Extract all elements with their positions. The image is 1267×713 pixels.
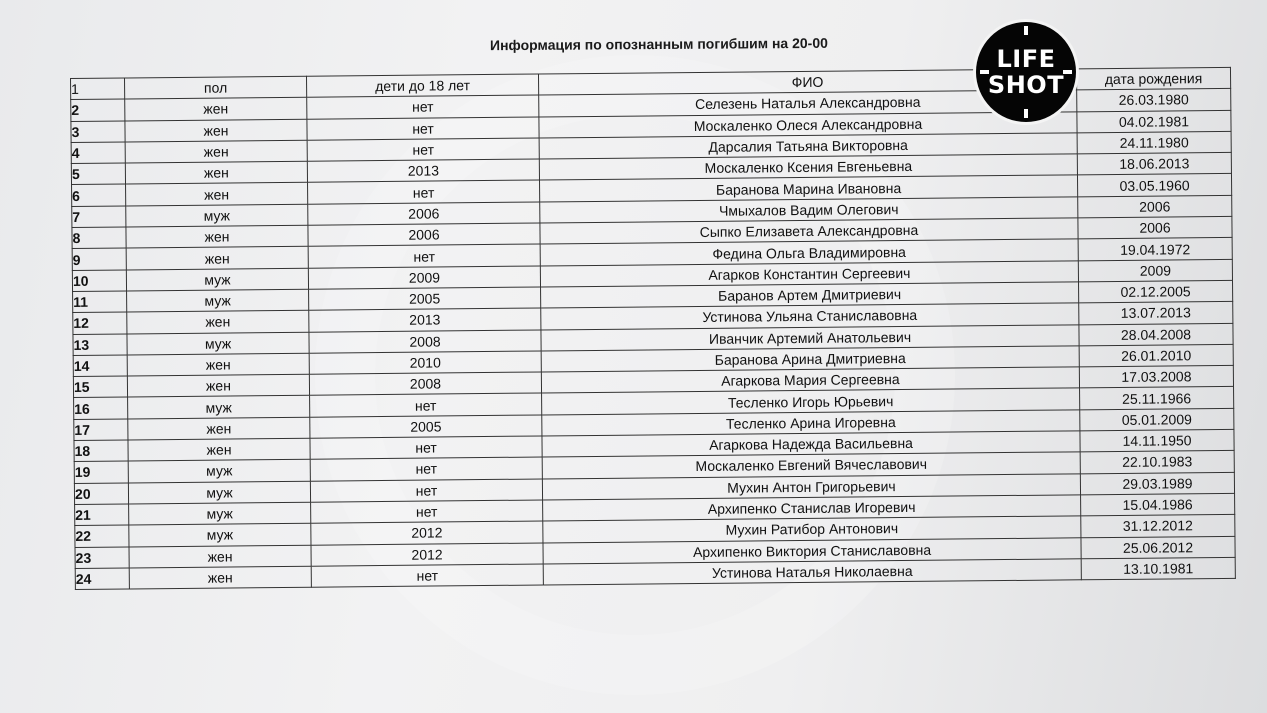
cell-fio: Устинова Ульяна Станиславовна: [541, 303, 1079, 329]
cell-fio: Агаркова Мария Сергеевна: [541, 367, 1079, 393]
cell-number: 13: [73, 334, 127, 356]
cell-birthdate: 2009: [1078, 259, 1232, 282]
header-children: дети до 18 лет: [306, 74, 538, 98]
cell-number: 23: [75, 546, 129, 568]
cell-birthdate: 05.01.2009: [1080, 408, 1234, 431]
cell-fio: Москаленко Евгений Вячеславович: [542, 452, 1080, 478]
document-title: Информация по опознанным погибшим на 20-00: [489, 34, 828, 54]
cell-children: нет: [308, 180, 540, 204]
cell-fio: Баранов Артем Дмитриевич: [541, 282, 1079, 308]
cell-fio: Баранова Арина Дмитриевна: [541, 346, 1079, 372]
cell-children: 2006: [308, 202, 540, 226]
cell-fio: Архипенко Станислав Игоревич: [543, 495, 1081, 521]
cell-fio: Архипенко Виктория Станиславовна: [543, 537, 1081, 563]
cell-number: 24: [75, 568, 129, 590]
cell-birthdate: 18.06.2013: [1077, 153, 1231, 176]
cell-fio: Чмыхалов Вадим Олегович: [540, 197, 1078, 223]
cell-number: 12: [73, 312, 127, 334]
cell-number: 10: [72, 270, 126, 292]
cell-birthdate: 14.11.1950: [1080, 429, 1234, 452]
cell-fio: Дарсалия Татьяна Викторовна: [539, 133, 1077, 159]
cell-birthdate: 19.04.1972: [1078, 238, 1232, 261]
victims-table: [70, 67, 1236, 590]
cell-number: 17: [74, 419, 128, 441]
cell-sex: муж: [127, 289, 309, 312]
header-birthdate: дата рождения: [1076, 67, 1230, 90]
cell-birthdate: 22.10.1983: [1080, 451, 1234, 474]
lifeshot-logo: [976, 22, 1076, 122]
cell-number: 2: [71, 99, 125, 121]
header-sex: пол: [125, 76, 307, 99]
cell-fio: Москаленко Олеся Александровна: [539, 111, 1077, 137]
cell-number: 5: [71, 163, 125, 185]
cell-number: 15: [73, 376, 127, 398]
cell-children: нет: [307, 95, 539, 119]
cell-fio: Сыпко Елизавета Александровна: [540, 218, 1078, 244]
cell-birthdate: 31.12.2012: [1081, 515, 1235, 538]
cell-sex: жен: [125, 161, 307, 184]
cell-sex: муж: [129, 523, 311, 546]
cell-fio: Федина Ольга Владимировна: [540, 239, 1078, 265]
cell-fio: Мухин Ратибор Антонович: [543, 516, 1081, 542]
cell-children: 2005: [309, 287, 541, 311]
cell-number: 20: [74, 483, 128, 505]
cell-sex: жен: [127, 310, 309, 333]
cell-sex: муж: [128, 460, 310, 483]
header-number: 1: [71, 78, 125, 100]
cell-number: 9: [72, 248, 126, 270]
cell-number: 22: [75, 525, 129, 547]
cell-number: 16: [74, 397, 128, 419]
cell-children: нет: [307, 117, 539, 141]
cell-sex: жен: [125, 140, 307, 163]
cell-sex: муж: [128, 396, 310, 419]
crosshair-tick-bottom: [1024, 109, 1028, 118]
cell-birthdate: 26.01.2010: [1079, 344, 1233, 367]
cell-fio: Москаленко Ксения Евгеньевна: [539, 154, 1077, 180]
cell-children: нет: [308, 244, 540, 268]
cell-children: 2010: [309, 351, 541, 375]
cell-birthdate: 02.12.2005: [1079, 280, 1233, 303]
cell-number: 21: [75, 504, 129, 526]
cell-fio: Тесленко Игорь Юрьевич: [542, 388, 1080, 414]
cell-sex: жен: [126, 247, 308, 270]
cell-sex: жен: [125, 119, 307, 142]
logo-line-1: LIFE: [996, 45, 1056, 73]
cell-birthdate: 26.03.1980: [1077, 89, 1231, 112]
cell-birthdate: 28.04.2008: [1079, 323, 1233, 346]
cell-sex: муж: [126, 268, 308, 291]
cell-birthdate: 2006: [1078, 195, 1232, 218]
cell-fio: Мухин Антон Григорьевич: [542, 473, 1080, 499]
cell-fio: Иванчик Артемий Анатольевич: [541, 324, 1079, 350]
cell-children: нет: [310, 393, 542, 417]
cell-birthdate: 03.05.1960: [1077, 174, 1231, 197]
cell-birthdate: 25.06.2012: [1081, 536, 1235, 559]
cell-fio: Баранова Марина Ивановна: [540, 175, 1078, 201]
cell-sex: муж: [129, 502, 311, 525]
cell-sex: жен: [126, 225, 308, 248]
crosshair-logo-icon: [1024, 26, 1028, 35]
cell-number: 3: [71, 121, 125, 143]
cell-birthdate: 17.03.2008: [1079, 366, 1233, 389]
logo-line-2: SHOT: [987, 71, 1065, 99]
cell-birthdate: 2006: [1078, 216, 1232, 239]
cell-birthdate: 13.10.1981: [1081, 557, 1235, 580]
cell-number: 11: [73, 291, 127, 313]
cell-sex: жен: [127, 374, 309, 397]
cell-sex: жен: [129, 566, 311, 589]
document-sheet: [70, 67, 1236, 590]
cell-children: нет: [310, 436, 542, 460]
cell-sex: жен: [129, 545, 311, 568]
cell-children: 2008: [309, 330, 541, 354]
cell-birthdate: 04.02.1981: [1077, 110, 1231, 133]
cell-children: 2006: [308, 223, 540, 247]
cell-children: нет: [310, 479, 542, 503]
cell-children: 2008: [309, 372, 541, 396]
cell-children: 2012: [311, 521, 543, 545]
cell-sex: муж: [127, 332, 309, 355]
cell-birthdate: 25.11.1966: [1080, 387, 1234, 410]
cell-fio: Селезень Наталья Александровна: [539, 90, 1077, 116]
cell-children: нет: [307, 138, 539, 162]
cell-children: 2013: [309, 308, 541, 332]
cell-number: 4: [71, 142, 125, 164]
cell-fio: Тесленко Арина Игоревна: [542, 410, 1080, 436]
cell-sex: муж: [126, 204, 308, 227]
cell-fio: Агаркова Надежда Васильевна: [542, 431, 1080, 457]
cell-birthdate: 13.07.2013: [1079, 302, 1233, 325]
cell-children: нет: [311, 564, 543, 588]
cell-sex: муж: [128, 481, 310, 504]
cell-sex: жен: [128, 417, 310, 440]
cell-sex: жен: [127, 353, 309, 376]
cell-birthdate: 15.04.1986: [1081, 493, 1235, 516]
cell-number: 19: [74, 461, 128, 483]
cell-sex: жен: [126, 183, 308, 206]
cell-children: 2005: [310, 415, 542, 439]
cell-birthdate: 24.11.1980: [1077, 131, 1231, 154]
cell-children: 2012: [311, 543, 543, 567]
cell-number: 6: [72, 184, 126, 206]
cell-number: 14: [73, 355, 127, 377]
cell-children: нет: [310, 457, 542, 481]
cell-birthdate: 29.03.1989: [1080, 472, 1234, 495]
cell-number: 18: [74, 440, 128, 462]
cell-children: нет: [311, 500, 543, 524]
cell-children: 2009: [308, 266, 540, 290]
cell-fio: Агарков Константин Сергеевич: [540, 261, 1078, 287]
header-fio: ФИО: [538, 69, 1076, 95]
cell-number: 8: [72, 227, 126, 249]
cell-children: 2013: [307, 159, 539, 183]
cell-fio: Устинова Наталья Николаевна: [543, 559, 1081, 585]
cell-number: 7: [72, 206, 126, 228]
cell-sex: жен: [128, 438, 310, 461]
cell-sex: жен: [125, 98, 307, 121]
